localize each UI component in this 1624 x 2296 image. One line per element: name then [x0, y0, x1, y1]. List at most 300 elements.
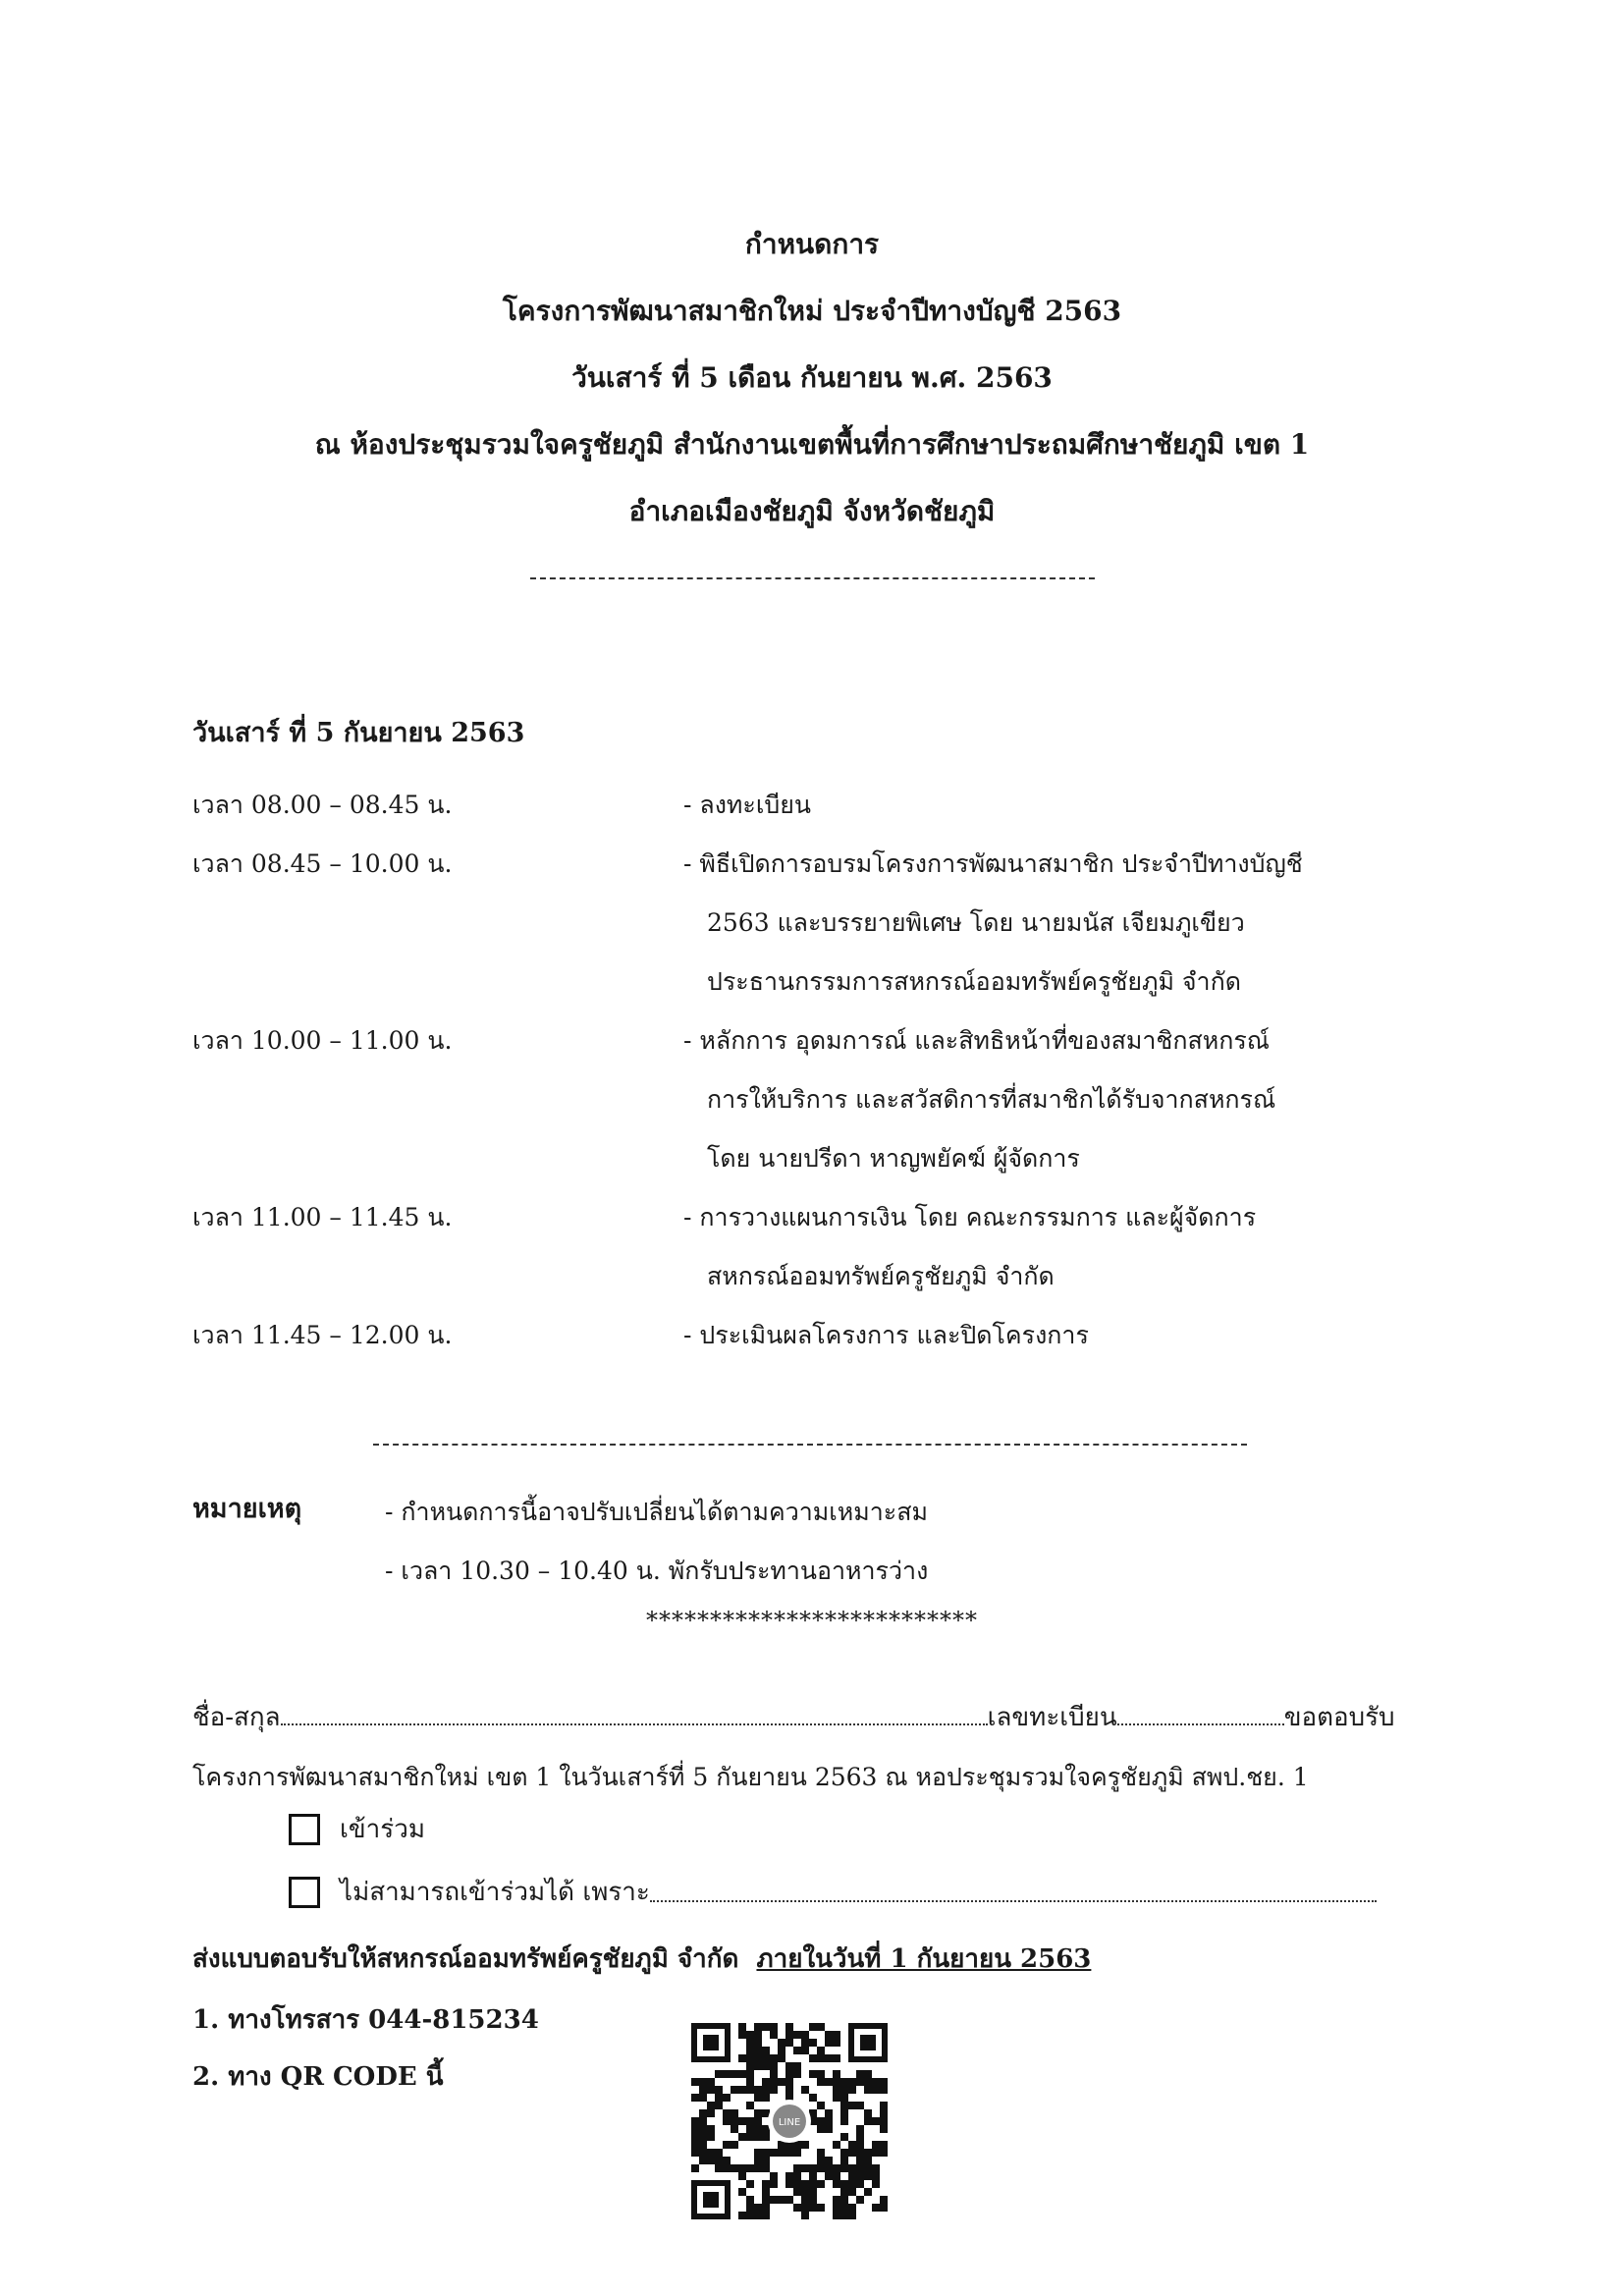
schedule-description	[683, 1011, 1469, 1188]
qr-module	[872, 2086, 880, 2094]
qr-module	[840, 2149, 848, 2157]
qr-module	[833, 2212, 840, 2219]
qr-module	[762, 2094, 770, 2102]
qr-module	[833, 2078, 840, 2086]
schedule-time: เวลา 08.45 – 10.00 น.	[192, 849, 453, 878]
qr-module	[856, 2125, 864, 2133]
qr-module	[707, 2157, 715, 2164]
separator-top	[530, 577, 1095, 579]
qr-module	[833, 2164, 840, 2172]
qr-module	[754, 2164, 762, 2172]
qr-module	[825, 2109, 833, 2117]
qr-module	[817, 2023, 825, 2031]
qr-module	[809, 2054, 817, 2062]
qr-module	[785, 2086, 793, 2094]
qr-module	[699, 2094, 707, 2102]
title-date: วันเสาร์ ที่ 5 เดือน กันยายน พ.ศ. 2563	[571, 361, 1053, 394]
schedule-description	[683, 776, 1469, 835]
qr-module	[754, 2133, 762, 2141]
schedule-row	[192, 835, 1469, 1011]
qr-module	[770, 2070, 778, 2078]
qr-module	[793, 2188, 801, 2196]
contact-qr: 2. ทาง QR CODE นี้	[192, 2062, 444, 2092]
qr-module	[848, 2102, 856, 2109]
qr-module	[715, 2094, 723, 2102]
qr-module	[840, 2133, 848, 2141]
title-venue: ณ ห้องประชุมรวมใจครูชัยภูมิ สำนักงานเขตพื้นที่การศึกษาประถมศึกษาชัยภูมิ เขต 1	[314, 428, 1310, 461]
qr-module	[801, 2188, 809, 2196]
qr-module	[848, 2078, 856, 2086]
note-item: - กำหนดการนี้อาจปรับเปลี่ยนได้ตามความเหมาะสม	[385, 1498, 928, 1526]
line-qr-code[interactable]	[689, 2021, 890, 2221]
qr-module	[833, 2094, 840, 2102]
qr-module	[856, 2141, 864, 2149]
qr-module	[746, 2125, 754, 2133]
qr-module	[731, 2141, 738, 2149]
qr-module	[738, 2212, 746, 2219]
qr-module	[715, 2157, 723, 2164]
qr-module	[699, 2125, 707, 2133]
qr-module	[754, 2031, 762, 2039]
qr-module	[793, 2047, 801, 2054]
qr-module	[817, 2180, 825, 2188]
qr-module	[840, 2204, 848, 2212]
qr-module	[840, 2188, 848, 2196]
send-text: ส่งแบบตอบรับให้สหกรณ์ออมทรัพย์ครูชัยภูมิ จำกัด	[192, 1944, 739, 1974]
qr-module	[731, 2125, 738, 2133]
notes-label: หมายเหตุ	[192, 1494, 302, 1524]
schedule-description-line: - การวางแผนการเงิน โดย คณะกรรมการ และผู้จัดการ	[683, 1203, 1257, 1231]
qr-module	[699, 2141, 707, 2149]
qr-module	[707, 2078, 715, 2086]
qr-module	[754, 2109, 762, 2117]
qr-module	[785, 2078, 793, 2086]
qr-module	[762, 2188, 770, 2196]
option-absent[interactable]	[289, 1872, 1377, 1912]
qr-module	[707, 2109, 715, 2117]
qr-module	[754, 2054, 762, 2062]
qr-module	[809, 2039, 817, 2047]
qr-module	[825, 2054, 833, 2062]
qr-module	[699, 2109, 707, 2117]
qr-module	[856, 2078, 864, 2086]
schedule-description	[683, 1306, 1469, 1365]
qr-module	[880, 2204, 888, 2212]
qr-module	[833, 2180, 840, 2188]
qr-module	[762, 2133, 770, 2141]
qr-module	[809, 2188, 817, 2196]
qr-module	[691, 2117, 699, 2125]
qr-module	[731, 2109, 738, 2117]
qr-module	[762, 2054, 770, 2062]
qr-module	[840, 2102, 848, 2109]
qr-module	[872, 2149, 880, 2157]
schedule-description-line: ประธานกรรมการสหกรณ์ออมทรัพย์ครูชัยภูมิ จำกัด	[707, 967, 1241, 996]
qr-module	[856, 2180, 864, 2188]
qr-module	[770, 2172, 778, 2180]
qr-module	[864, 2070, 872, 2078]
qr-module	[864, 2172, 872, 2180]
qr-module	[738, 2054, 746, 2062]
qr-module	[864, 2188, 872, 2196]
qr-module	[785, 2180, 793, 2188]
qr-module	[793, 2180, 801, 2188]
name-field[interactable]	[281, 1706, 988, 1725]
qr-module	[746, 2133, 754, 2141]
schedule-description	[683, 1188, 1469, 1306]
qr-module	[825, 2117, 833, 2125]
schedule-description-line: - พิธีเปิดการอบรมโครงการพัฒนาสมาชิก ประจำปีทางบัญชี	[683, 849, 1303, 878]
qr-module	[778, 2054, 785, 2062]
qr-module	[880, 2109, 888, 2117]
qr-module	[840, 2094, 848, 2102]
qr-module	[746, 2054, 754, 2062]
qr-module	[754, 2023, 762, 2031]
qr-module	[746, 2117, 754, 2125]
line-logo-text: LINE	[778, 2117, 801, 2128]
qr-module	[707, 2102, 715, 2109]
qr-module	[864, 2086, 872, 2094]
qr-module	[770, 2086, 778, 2094]
notes-list	[385, 1483, 928, 1601]
accept-label: ขอตอบรับ	[1283, 1703, 1395, 1732]
qr-module	[754, 2157, 762, 2164]
qr-module	[785, 2039, 793, 2047]
qr-module	[809, 2094, 817, 2102]
schedule-row	[192, 1188, 1469, 1306]
qr-module	[691, 2078, 699, 2086]
qr-module	[785, 2062, 793, 2070]
qr-module	[856, 2070, 864, 2078]
schedule-row	[192, 1306, 1469, 1365]
qr-module	[762, 2023, 770, 2031]
qr-module	[754, 2047, 762, 2054]
qr-module	[746, 2212, 754, 2219]
stars-divider: **************************	[646, 1607, 978, 1634]
qr-module	[825, 2125, 833, 2133]
qr-module	[833, 2086, 840, 2094]
qr-module	[723, 2141, 731, 2149]
qr-module	[856, 2133, 864, 2141]
qr-module	[770, 2031, 778, 2039]
qr-module	[738, 2133, 746, 2141]
qr-module	[848, 2149, 856, 2157]
reply-form-line	[192, 1697, 1430, 1737]
qr-module	[699, 2149, 707, 2157]
qr-module	[691, 2141, 699, 2149]
qr-module	[801, 2141, 809, 2149]
qr-module	[817, 2204, 825, 2212]
title-block	[0, 228, 1624, 562]
qr-module	[762, 2086, 770, 2094]
reason-field[interactable]	[650, 1883, 1377, 1902]
qr-module	[754, 2212, 762, 2219]
send-instruction	[192, 1939, 1091, 1979]
qr-module	[691, 2149, 699, 2157]
qr-module	[715, 2164, 723, 2172]
qr-module	[840, 2086, 848, 2094]
qr-module	[856, 2149, 864, 2157]
qr-module	[746, 2070, 754, 2078]
qr-module	[809, 2070, 817, 2078]
qr-module	[833, 2196, 840, 2204]
title-heading: กำหนดการ	[744, 228, 880, 260]
qr-module	[856, 2196, 864, 2204]
qr-module	[840, 2117, 848, 2125]
qr-module	[785, 2031, 793, 2039]
qr-module	[825, 2172, 833, 2180]
qr-module	[738, 2188, 746, 2196]
qr-module	[754, 2086, 762, 2094]
attend-checkbox[interactable]	[289, 1814, 320, 1845]
qr-module	[880, 2125, 888, 2133]
qr-module	[738, 2172, 746, 2180]
qr-module	[746, 2039, 754, 2047]
qr-module	[770, 2149, 778, 2157]
finder-pattern-tl	[691, 2023, 731, 2062]
qr-module	[723, 2070, 731, 2078]
qr-module	[825, 2078, 833, 2086]
project-line: โครงการพัฒนาสมาชิกใหม่ เขต 1 ในวันเสาร์ที่ 5 กันยายน 2563 ณ หอประชุมรวมใจครูชัยภูมิ สพป.ชย. 1	[192, 1763, 1309, 1791]
qr-module	[746, 2164, 754, 2172]
qr-module	[864, 2109, 872, 2117]
qr-module	[691, 2133, 699, 2141]
qr-module	[754, 2125, 762, 2133]
qr-module	[809, 2023, 817, 2031]
qr-module	[746, 2086, 754, 2094]
qr-module	[848, 2204, 856, 2212]
qr-module	[793, 2172, 801, 2180]
qr-module	[809, 2164, 817, 2172]
qr-module	[793, 2204, 801, 2212]
qr-module	[880, 2102, 888, 2109]
qr-module	[833, 2070, 840, 2078]
qr-module	[856, 2172, 864, 2180]
qr-module	[770, 2078, 778, 2086]
schedule-day: วันเสาร์ ที่ 5 กันยายน 2563	[192, 718, 525, 748]
qr-module	[762, 2204, 770, 2212]
qr-module	[746, 2102, 754, 2109]
qr-module	[731, 2086, 738, 2094]
schedule-description-line: สหกรณ์ออมทรัพย์ครูชัยภูมิ จำกัด	[707, 1262, 1055, 1290]
qr-module	[825, 2164, 833, 2172]
qr-module	[833, 2054, 840, 2062]
qr-module	[840, 2212, 848, 2219]
qr-module	[833, 2031, 840, 2039]
qr-module	[746, 2180, 754, 2188]
qr-module	[840, 2180, 848, 2188]
qr-module	[817, 2125, 825, 2133]
qr-module	[762, 2196, 770, 2204]
qr-module	[770, 2196, 778, 2204]
qr-module	[770, 2062, 778, 2070]
qr-module	[856, 2102, 864, 2109]
qr-module	[699, 2078, 707, 2086]
qr-module	[801, 2196, 809, 2204]
schedule-description-line: 2563 และบรรยายพิเศษ โดย นายมนัส เจียมภูเขียว	[707, 908, 1245, 937]
qr-module	[856, 2157, 864, 2164]
qr-module	[707, 2149, 715, 2157]
absent-checkbox[interactable]	[289, 1877, 320, 1908]
qr-module	[715, 2102, 723, 2109]
qr-module	[754, 2062, 762, 2070]
qr-module	[715, 2070, 723, 2078]
qr-module	[785, 2023, 793, 2031]
qr-module	[723, 2094, 731, 2102]
finder-pattern-tr	[848, 2023, 888, 2062]
qr-module	[746, 2031, 754, 2039]
qr-module	[762, 2157, 770, 2164]
qr-module	[723, 2117, 731, 2125]
send-deadline: ภายในวันที่ 1 กันยายน 2563	[756, 1944, 1092, 1974]
qr-module	[817, 2117, 825, 2125]
qr-module	[864, 2164, 872, 2172]
qr-module	[754, 2149, 762, 2157]
schedule-time: เวลา 11.00 – 11.45 น.	[192, 1203, 453, 1231]
qr-module	[880, 2196, 888, 2204]
qr-module	[848, 2188, 856, 2196]
qr-module	[801, 2204, 809, 2212]
qr-module	[715, 2149, 723, 2157]
qr-module	[801, 2164, 809, 2172]
separator-bottom	[373, 1444, 1247, 1446]
line-logo-icon	[768, 2100, 811, 2143]
qr-module	[848, 2086, 856, 2094]
qr-module	[848, 2180, 856, 2188]
schedule-time: เวลา 08.00 – 08.45 น.	[192, 791, 453, 819]
title-location: อำเภอเมืองชัยภูมิ จังหวัดชัยภูมิ	[628, 495, 996, 527]
qr-module	[793, 2062, 801, 2070]
finder-pattern-bl	[691, 2180, 731, 2219]
reg-field[interactable]	[1117, 1706, 1284, 1725]
qr-module	[746, 2196, 754, 2204]
qr-module	[723, 2164, 731, 2172]
schedule-description-line: การให้บริการ และสวัสดิการที่สมาชิกได้รับจากสหกรณ์	[707, 1085, 1276, 1114]
qr-module	[840, 2196, 848, 2204]
qr-module	[840, 2078, 848, 2086]
qr-module	[762, 2212, 770, 2219]
qr-module	[817, 2102, 825, 2109]
qr-module	[801, 2047, 809, 2054]
qr-module	[880, 2086, 888, 2094]
qr-module	[809, 2204, 817, 2212]
qr-module	[801, 2086, 809, 2094]
title-project: โครงการพัฒนาสมาชิกใหม่ ประจำปีทางบัญชี 2563	[502, 295, 1122, 327]
qr-module	[770, 2180, 778, 2188]
qr-module	[699, 2086, 707, 2094]
qr-module	[723, 2109, 731, 2117]
qr-module	[762, 2078, 770, 2086]
qr-module	[785, 2196, 793, 2204]
qr-module	[793, 2070, 801, 2078]
qr-module	[872, 2078, 880, 2086]
qr-module	[809, 2196, 817, 2204]
schedule-description-line: - ลงทะเบียน	[683, 791, 811, 819]
schedule-description	[683, 835, 1469, 1011]
qr-module	[825, 2031, 833, 2039]
qr-module	[785, 2149, 793, 2157]
qr-module	[731, 2117, 738, 2125]
qr-module	[746, 2062, 754, 2070]
qr-module	[840, 2109, 848, 2117]
schedule-list	[192, 776, 1469, 1365]
qr-module	[872, 2204, 880, 2212]
absent-label: ไม่สามารถเข้าร่วมได้ เพราะ	[340, 1878, 650, 1907]
qr-module	[864, 2157, 872, 2164]
qr-module	[778, 2196, 785, 2204]
qr-module	[825, 2157, 833, 2164]
qr-module	[762, 2180, 770, 2188]
qr-module	[738, 2070, 746, 2078]
qr-module	[699, 2157, 707, 2164]
qr-module	[707, 2086, 715, 2094]
qr-module	[762, 2047, 770, 2054]
qr-module	[880, 2078, 888, 2086]
qr-module	[833, 2172, 840, 2180]
qr-module	[793, 2031, 801, 2039]
option-attend[interactable]	[289, 1809, 425, 1849]
qr-module	[848, 2212, 856, 2219]
attend-label: เข้าร่วม	[340, 1815, 425, 1844]
qr-module	[746, 2047, 754, 2054]
qr-module	[738, 2086, 746, 2094]
qr-module	[848, 2172, 856, 2180]
qr-module	[778, 2047, 785, 2054]
qr-module	[691, 2094, 699, 2102]
qr-module	[762, 2062, 770, 2070]
qr-module	[801, 2039, 809, 2047]
qr-module	[754, 2117, 762, 2125]
qr-module	[817, 2164, 825, 2172]
qr-module	[691, 2125, 699, 2133]
qr-module	[872, 2117, 880, 2125]
name-label: ชื่อ-สกุล	[192, 1703, 281, 1732]
qr-module	[715, 2086, 723, 2094]
qr-module	[691, 2164, 699, 2172]
qr-module	[817, 2047, 825, 2054]
qr-module	[754, 2039, 762, 2047]
qr-module	[738, 2031, 746, 2039]
qr-module	[778, 2149, 785, 2157]
reg-label: เลขทะเบียน	[987, 1703, 1117, 1732]
schedule-time: เวลา 10.00 – 11.00 น.	[192, 1026, 453, 1055]
qr-module	[778, 2039, 785, 2047]
qr-module	[833, 2204, 840, 2212]
qr-module	[817, 2149, 825, 2157]
qr-module	[833, 2141, 840, 2149]
qr-module	[754, 2204, 762, 2212]
qr-module	[793, 2164, 801, 2172]
qr-module	[699, 2133, 707, 2141]
qr-module	[801, 2031, 809, 2039]
qr-module	[872, 2172, 880, 2180]
qr-module	[762, 2149, 770, 2157]
schedule-row	[192, 1011, 1469, 1188]
qr-module	[864, 2078, 872, 2086]
contact-fax: 1. ทางโทรสาร 044-815234	[192, 2005, 539, 2035]
qr-module	[872, 2180, 880, 2188]
qr-module	[864, 2149, 872, 2157]
qr-module	[840, 2157, 848, 2164]
qr-module	[848, 2164, 856, 2172]
qr-module	[817, 2070, 825, 2078]
qr-module	[754, 2094, 762, 2102]
qr-module	[825, 2039, 833, 2047]
qr-module	[864, 2117, 872, 2125]
qr-module	[723, 2157, 731, 2164]
qr-module	[746, 2078, 754, 2086]
schedule-time: เวลา 11.45 – 12.00 น.	[192, 1321, 453, 1349]
